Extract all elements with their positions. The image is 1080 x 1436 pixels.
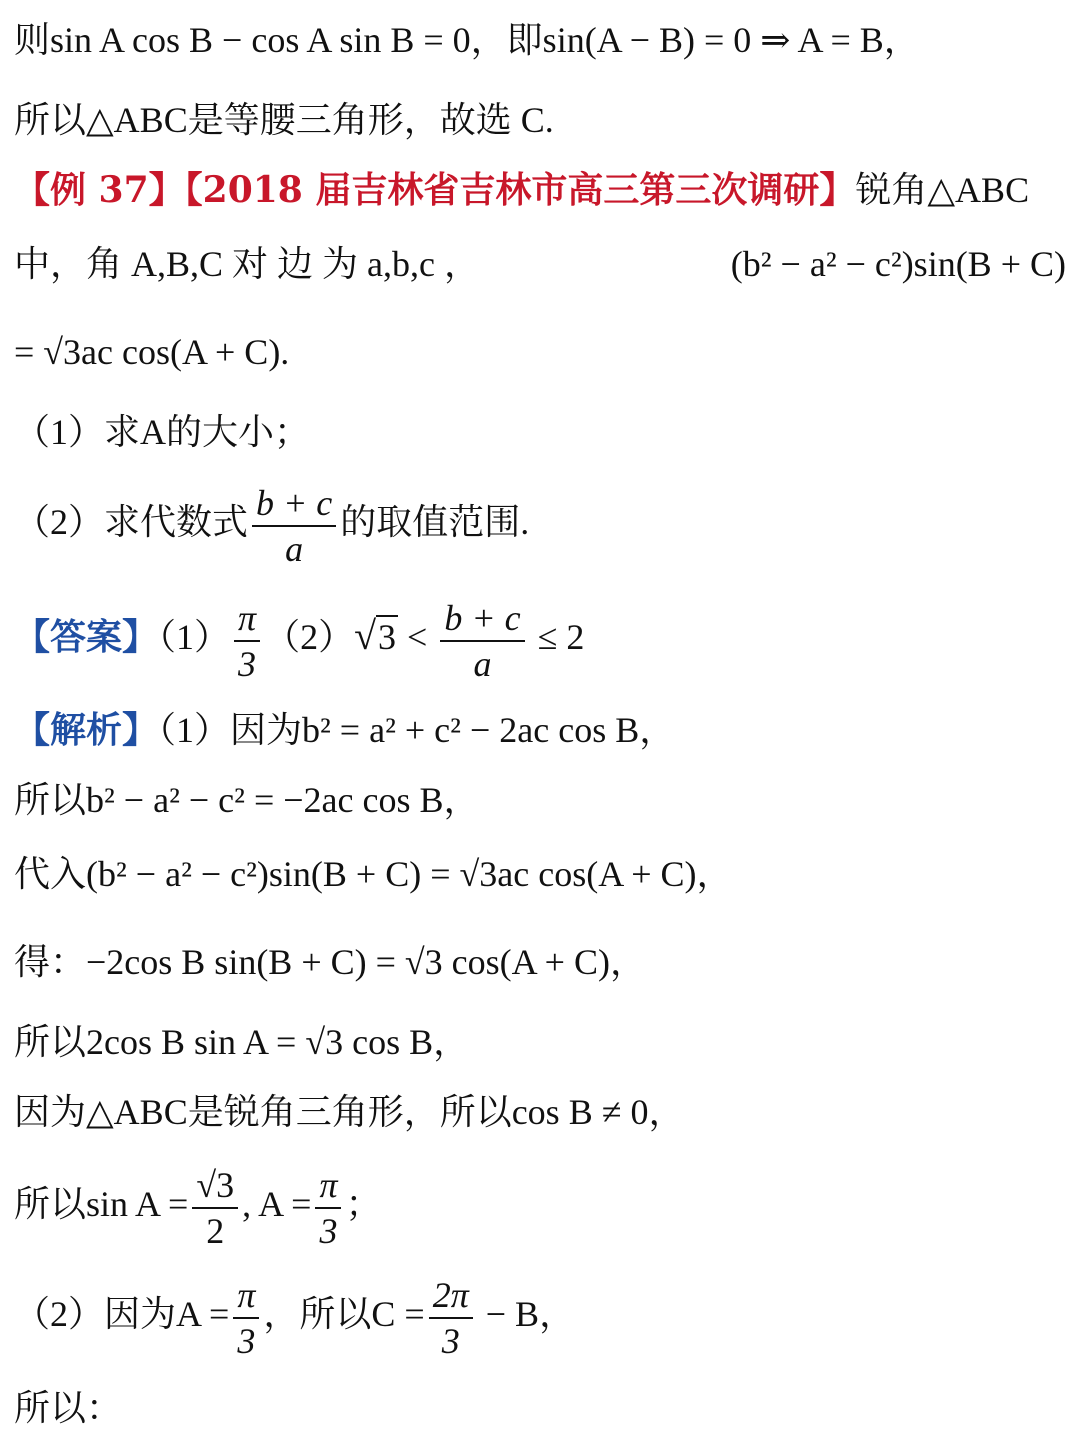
text-line-4-b: (b² − a² − c²)sin(B + C): [730, 244, 1066, 284]
answer-line: [14, 592, 1066, 686]
fraction-pi-over-3: [315, 1163, 341, 1253]
text-line-16-mid: ，所以C =: [263, 1294, 425, 1334]
fraction-denominator: 3: [238, 643, 257, 684]
fraction-numerator: √3: [192, 1163, 238, 1209]
fraction-pi-over-3: [233, 1273, 259, 1363]
example-source-tag: 【2018 届吉林省吉林市高三第三次调研】: [184, 169, 856, 211]
text-line-16-end: − B，: [476, 1294, 576, 1334]
text-line-11: 代入(b² − a² − c²)sin(B + C) = √3ac cos(A + C)，: [14, 854, 733, 894]
text-line-16: [14, 1270, 1066, 1363]
answer-part-1-label: （1）: [158, 617, 231, 657]
radical-sign: √: [354, 613, 377, 658]
analysis-tag: 【解析】: [14, 709, 159, 751]
text-line-15: [14, 1160, 1066, 1253]
text-line-5: = √3ac cos(A + C).: [14, 332, 290, 372]
fraction-numerator: π: [315, 1163, 341, 1209]
text-line-14: 因为△ABC是锐角三角形，所以cos B ≠ 0，: [14, 1092, 685, 1132]
fraction-b-plus-c-over-a: [252, 481, 336, 571]
fraction-2pi-over-3: [429, 1273, 473, 1363]
text-line-15-prefix: 所以sin A =: [14, 1184, 189, 1224]
answer-part-2-label: （2）: [264, 617, 355, 657]
fraction-sqrt3-over-2: [192, 1163, 238, 1253]
answer-bound: ≤ 2: [528, 617, 585, 657]
analysis-text: （1）因为b² = a² + c² − 2ac cos B，: [158, 710, 676, 750]
analysis-line: [14, 708, 1066, 752]
example-number-tag: 【例 37】: [14, 169, 185, 211]
question-1: （1）求A的大小；: [14, 412, 310, 452]
fraction-numerator: 2π: [429, 1273, 473, 1319]
text-line-15-mid: , A =: [242, 1184, 312, 1224]
text-line-16-prefix: （2）因为A =: [14, 1294, 230, 1334]
fraction-denominator: a: [285, 528, 304, 569]
fraction-denominator: 3: [319, 1210, 338, 1251]
fraction-denominator: 3: [237, 1320, 256, 1361]
text-line-4-a: 中，角 A,B,C 对 边 为 a,b,c ，: [14, 244, 480, 284]
text-line-4: [14, 242, 1066, 286]
text-line-12: 得：−2cos B sin(B + C) = √3 cos(A + C)，: [14, 942, 646, 982]
fraction-numerator: b + c: [252, 481, 336, 527]
text-line-2: 所以△ABC是等腰三角形，故选 C.: [14, 100, 554, 140]
sqrt-3: [354, 592, 398, 681]
text-line-13: 所以2cos B sin A = √3 cos B，: [14, 1022, 470, 1062]
fraction-numerator: π: [234, 596, 260, 642]
answer-fraction-pi-over-3: [234, 596, 260, 686]
example-text-start: 锐角△ABC: [855, 170, 1030, 210]
fraction-denominator: a: [473, 643, 492, 684]
fraction-numerator: π: [233, 1273, 259, 1319]
less-than-sign: <: [398, 617, 437, 657]
question-2-prefix: （2）求代数式: [14, 502, 249, 542]
text-line-10: 所以b² − a² − c² = −2ac cos B，: [14, 780, 480, 820]
fraction-numerator: b + c: [440, 596, 524, 642]
question-2: [14, 478, 1066, 571]
text-line-17: 所以：: [14, 1388, 123, 1428]
text-line-1: 则sin A cos B − cos A sin B = 0，即sin(A − B) = 0 ⇒ A = B，: [14, 20, 920, 60]
fraction-denominator: 3: [441, 1320, 460, 1361]
question-2-suffix: 的取值范围.: [340, 502, 530, 542]
example-heading: [14, 168, 1066, 213]
fraction-denominator: 2: [206, 1210, 225, 1251]
text-line-15-end: ；: [345, 1184, 382, 1224]
answer-fraction-b-plus-c-over-a: [440, 596, 524, 686]
answer-tag: 【答案】: [14, 616, 159, 658]
radicand: 3: [378, 617, 397, 657]
